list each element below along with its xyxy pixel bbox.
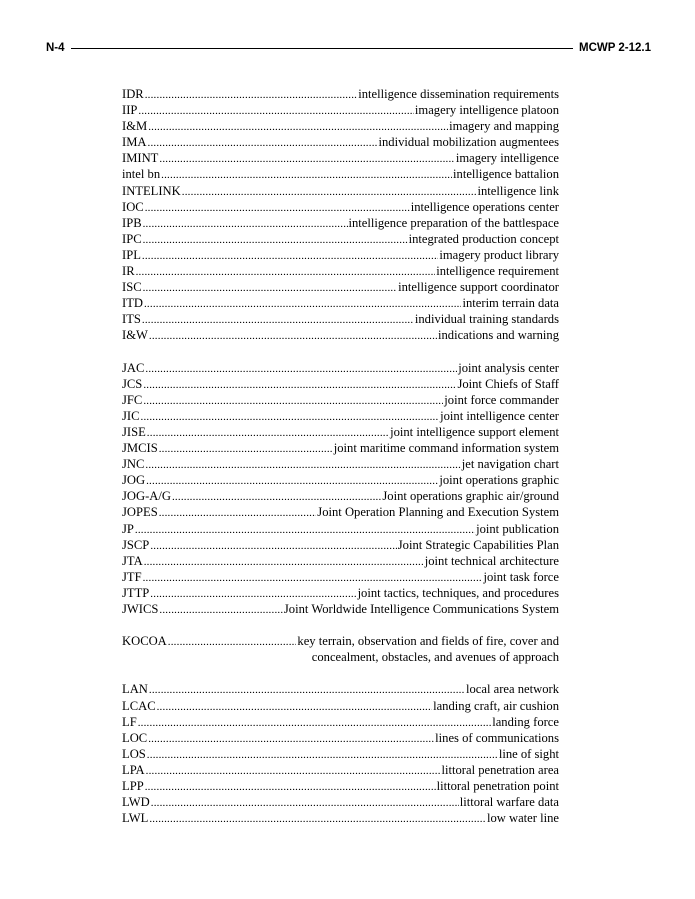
entry-definition: joint maritime command information system	[333, 441, 559, 456]
dot-leader	[146, 763, 441, 779]
entry-definition: intelligence dissemination requirements	[358, 87, 559, 101]
glossary-entry	[122, 681, 559, 697]
glossary-entry	[122, 585, 559, 601]
entry-abbreviation: INTELINK	[122, 183, 181, 198]
entry-definition: littoral penetration area	[441, 762, 559, 777]
dot-leader	[149, 328, 437, 344]
dot-leader	[145, 361, 457, 377]
glossary-entry	[122, 408, 559, 424]
entry-definition: individual training standards	[414, 312, 559, 327]
dot-leader	[159, 505, 317, 521]
glossary-entry	[122, 392, 559, 408]
dot-leader	[138, 715, 492, 731]
entry-definition: intelligence requirement	[436, 264, 559, 279]
glossary-entry	[122, 472, 559, 488]
entry-definition: joint tactics, techniques, and procedures	[357, 585, 559, 600]
entry-definition: Joint Strategic Capabilities Plan	[397, 537, 559, 552]
dot-leader	[161, 167, 452, 183]
glossary-entry	[122, 778, 559, 794]
entry-abbreviation: IPL	[122, 247, 141, 262]
entry-abbreviation: JCS	[122, 376, 143, 391]
dot-leader	[151, 795, 459, 811]
dot-leader	[149, 811, 486, 827]
entry-abbreviation: LAN	[122, 682, 148, 697]
entry-definition: joint force commander	[444, 392, 559, 407]
entry-definition: lines of communications	[435, 730, 559, 745]
dot-leader	[143, 232, 408, 248]
entry-abbreviation: IPB	[122, 215, 142, 230]
entry-abbreviation: JTA	[122, 553, 143, 568]
entry-definition: intelligence link	[477, 183, 559, 198]
entry-definition: joint intelligence center	[440, 408, 559, 423]
entry-definition: intelligence operations center	[410, 199, 559, 214]
dot-leader	[143, 280, 398, 296]
page-header	[46, 40, 651, 56]
entry-abbreviation: JFC	[122, 392, 143, 407]
glossary-entry	[122, 231, 559, 247]
dot-leader	[157, 699, 433, 715]
entry-definition: intelligence preparation of the battlespace	[348, 215, 559, 230]
glossary-entry	[122, 376, 559, 392]
glossary-entry	[122, 601, 559, 617]
glossary-entry	[122, 311, 559, 327]
glossary-entry	[122, 86, 559, 102]
entry-abbreviation: JISE	[122, 424, 146, 439]
page-number: N-4	[46, 42, 65, 54]
dot-leader	[145, 200, 410, 216]
dot-leader	[145, 457, 460, 473]
entry-definition: jet navigation chart	[461, 457, 559, 472]
entry-abbreviation: IDR	[122, 87, 144, 101]
entry-definition: Joint operations graphic air/ground	[382, 489, 559, 504]
entry-definition: interim terrain data	[462, 296, 559, 311]
dot-leader	[144, 296, 462, 312]
glossary-section	[122, 86, 559, 344]
entry-abbreviation: intel bn	[122, 167, 161, 182]
dot-leader	[182, 184, 477, 200]
dot-leader	[138, 103, 414, 119]
dot-leader	[148, 119, 448, 135]
entry-abbreviation: JNC	[122, 457, 145, 472]
dot-leader	[142, 312, 414, 328]
glossary-entry	[122, 102, 559, 118]
entry-definition: intelligence support coordinator	[398, 280, 559, 295]
entry-abbreviation: ITD	[122, 296, 143, 311]
entry-abbreviation: IR	[122, 264, 135, 279]
entry-definition: joint analysis center	[458, 360, 559, 375]
entry-definition: Joint Operation Planning and Execution System	[317, 505, 559, 520]
entry-abbreviation: LOS	[122, 746, 146, 761]
entry-definition: joint intelligence support element	[390, 424, 559, 439]
glossary-entry	[122, 569, 559, 585]
entry-definition: low water line	[486, 811, 559, 826]
dot-leader	[143, 216, 348, 232]
entry-definition: indications and warning	[437, 328, 559, 343]
entry-abbreviation: JIC	[122, 408, 140, 423]
glossary-entry	[122, 714, 559, 730]
dot-leader	[150, 538, 396, 554]
entry-abbreviation: LOC	[122, 730, 148, 745]
entry-abbreviation: ISC	[122, 280, 142, 295]
glossary-entry	[122, 698, 559, 714]
dot-leader	[143, 570, 483, 586]
entry-definition: joint operations graphic	[439, 473, 559, 488]
glossary-entry	[122, 263, 559, 279]
entry-definition: imagery intelligence platoon	[414, 103, 559, 118]
dot-leader	[159, 602, 283, 618]
dot-leader	[145, 779, 436, 795]
entry-abbreviation: LCAC	[122, 698, 156, 713]
dot-leader	[135, 522, 475, 538]
entry-abbreviation: LWD	[122, 795, 150, 810]
glossary-entry	[122, 424, 559, 440]
glossary-entry	[122, 215, 559, 231]
entry-definition: Joint Worldwide Intelligence Communications System	[283, 602, 559, 616]
glossary-entry	[122, 810, 559, 826]
glossary-entry	[122, 247, 559, 263]
entry-definition: joint publication	[476, 521, 559, 536]
entry-definition: key terrain, observation and fields of fire, cover and	[297, 634, 559, 649]
glossary-entry	[122, 633, 559, 649]
entry-definition: imagery product library	[439, 247, 559, 262]
glossary-entry	[122, 360, 559, 376]
dot-leader	[149, 682, 465, 698]
entry-abbreviation: LPP	[122, 779, 144, 794]
entry-definition: Joint Chiefs of Staff	[457, 376, 559, 391]
entry-definition: joint technical architecture	[424, 553, 559, 568]
dot-leader	[143, 393, 443, 409]
entry-definition: imagery and mapping	[449, 119, 559, 134]
glossary-entry	[122, 746, 559, 762]
glossary-entry	[122, 199, 559, 215]
dot-leader	[159, 151, 454, 167]
entry-definition: line of sight	[498, 746, 559, 761]
dot-leader	[148, 731, 434, 747]
entry-abbreviation: JAC	[122, 360, 145, 375]
dot-leader	[143, 377, 456, 393]
glossary-entry	[122, 327, 559, 343]
entry-definition: littoral warfare data	[459, 795, 559, 810]
entry-definition: imagery intelligence	[455, 151, 559, 166]
entry-definition: intelligence battalion	[453, 167, 559, 182]
entry-abbreviation: JOG	[122, 473, 146, 488]
dot-leader	[145, 87, 358, 103]
entry-abbreviation: JMCIS	[122, 441, 158, 456]
glossary-entry	[122, 118, 559, 134]
entry-abbreviation: JTF	[122, 569, 142, 584]
glossary-entry	[122, 166, 559, 182]
entry-abbreviation: LWL	[122, 811, 149, 826]
entry-definition: local area network	[465, 682, 559, 697]
dot-leader	[146, 473, 438, 489]
glossary-entry	[122, 279, 559, 295]
entry-abbreviation: JOG-A/G	[122, 489, 171, 504]
glossary-section	[122, 360, 559, 618]
glossary-entry	[122, 134, 559, 150]
entry-abbreviation: I&M	[122, 119, 148, 134]
glossary-section	[122, 681, 559, 826]
entry-abbreviation: KOCOA	[122, 634, 167, 649]
glossary-entry	[122, 794, 559, 810]
entry-abbreviation: LPA	[122, 762, 145, 777]
entry-definition: individual mobilization augmentees	[378, 135, 559, 150]
glossary-entry	[122, 521, 559, 537]
entry-abbreviation: JOPES	[122, 505, 158, 520]
dot-leader	[147, 425, 389, 441]
dot-leader	[142, 248, 439, 264]
glossary-list	[122, 86, 559, 842]
glossary-entry	[122, 488, 559, 504]
dot-leader	[150, 586, 356, 602]
glossary-entry	[122, 762, 559, 778]
entry-abbreviation: JWICS	[122, 602, 159, 616]
dot-leader	[159, 441, 333, 457]
entry-abbreviation: IIP	[122, 103, 138, 118]
entry-abbreviation: IOC	[122, 199, 144, 214]
dot-leader	[168, 634, 297, 650]
entry-abbreviation: ITS	[122, 312, 141, 327]
glossary-entry	[122, 504, 559, 520]
glossary-entry	[122, 456, 559, 472]
dot-leader	[141, 409, 440, 425]
entry-abbreviation: JSCP	[122, 537, 150, 552]
glossary-section	[122, 633, 559, 665]
entry-abbreviation: IPC	[122, 231, 142, 246]
entry-abbreviation: JTTP	[122, 585, 150, 600]
glossary-entry	[122, 553, 559, 569]
entry-abbreviation: LF	[122, 714, 137, 729]
entry-definition: littoral penetration point	[436, 779, 559, 794]
entry-abbreviation: IMINT	[122, 151, 159, 166]
entry-abbreviation: JP	[122, 521, 134, 536]
glossary-entry	[122, 150, 559, 166]
entry-definition: joint task force	[483, 569, 559, 584]
glossary-entry	[122, 440, 559, 456]
dot-leader	[148, 135, 378, 151]
header-rule	[71, 48, 573, 49]
entry-abbreviation: I&W	[122, 328, 148, 343]
dot-leader	[172, 489, 381, 505]
glossary-entry	[122, 183, 559, 199]
dot-leader	[147, 747, 498, 763]
glossary-entry	[122, 537, 559, 553]
dot-leader	[144, 554, 424, 570]
document-title: MCWP 2-12.1	[578, 42, 651, 54]
entry-definition-continued: concealment, obstacles, and avenues of approach	[311, 650, 559, 665]
entry-definition: landing force	[492, 714, 559, 729]
dot-leader	[136, 264, 436, 280]
glossary-entry	[122, 295, 559, 311]
entry-abbreviation: IMA	[122, 135, 147, 150]
entry-definition: integrated production concept	[408, 231, 559, 246]
glossary-entry	[122, 730, 559, 746]
entry-definition: landing craft, air cushion	[433, 698, 559, 713]
